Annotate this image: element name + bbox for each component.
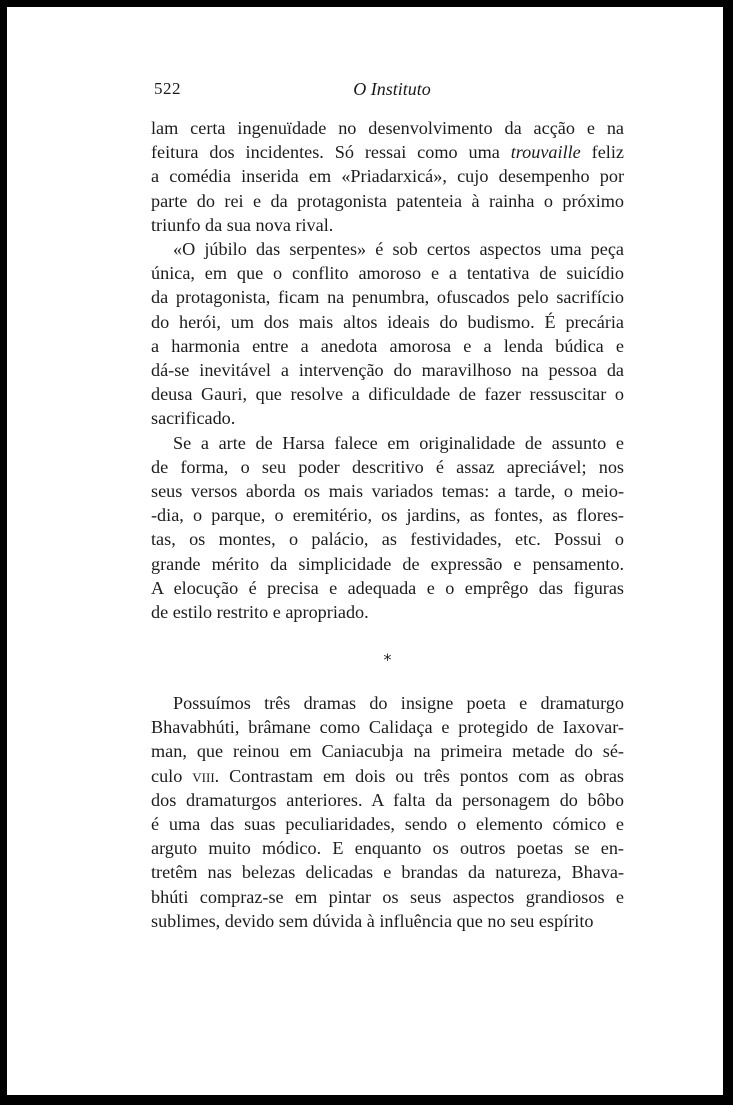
text-line: A elocução é precisa e adequada e o emprêgo das figuras	[151, 577, 624, 598]
text-line: lam certa ingenuïdade no desenvolvimento da acção e na	[151, 118, 624, 138]
text-line: de estilo restrito e apropriado.	[151, 602, 369, 623]
text-line: dá-se inevitável a intervenção do maravilhoso na pessoa da	[151, 360, 624, 381]
text-line: parte do rei e da protagonista patenteia à rainha o próximo	[151, 190, 624, 211]
text-line: a harmonia entre a anedota amorosa e a lenda búdica e	[151, 335, 624, 356]
paragraph	[151, 691, 624, 933]
text-line: do herói, um dos mais altos ideais do budismo. É precária	[151, 311, 624, 332]
text-line: sublimes, devido sem dúvida à influência que no seu espírito	[151, 910, 594, 931]
text-line: única, em que o conflito amoroso e a tentativa de suicídio	[151, 263, 624, 284]
text-line: grande mérito da simplicidade de expressão e pensamento.	[151, 553, 624, 574]
running-title: O Instituto	[353, 79, 431, 99]
text-line: Bhavabhúti, brâmane como Calidaça e protegido de Iaxovar-	[151, 717, 624, 738]
text-line: -dia, o parque, o eremitério, os jardins, as fontes, as flores-	[151, 505, 624, 526]
text-line: culo viii. Contrastam em dois ou três pontos com as obras	[151, 765, 624, 786]
text-line: triunfo da sua nova rival.	[151, 214, 334, 235]
text-line: dos dramaturgos anteriores. A falta da personagem do bôbo	[151, 789, 624, 810]
text-line: Possuímos três dramas do insigne poeta e dramaturgo	[173, 693, 624, 713]
text-line: tas, os montes, o palácio, as festividades, etc. Possui o	[151, 529, 624, 550]
paragraph	[151, 431, 624, 625]
text-line: arguto muito módico. E enquanto os outros poetas se en-	[151, 838, 624, 859]
text-line: «O júbilo das serpentes» é sob certos aspectos uma peça	[173, 239, 624, 260]
text-line: a comédia inserida em «Priadarxicá», cujo desempenho por	[151, 166, 624, 187]
text-line: deusa Gauri, que resolve a dificuldade de fazer ressuscitar o	[151, 384, 624, 405]
page-header	[154, 79, 630, 103]
section-separator: *	[383, 650, 392, 669]
text-line: feitura dos incidentes. Só ressai como uma trouvaille feliz	[151, 142, 624, 163]
paragraph	[151, 116, 624, 237]
text-line: é uma das suas peculiaridades, sendo o elemento cómico e	[151, 814, 624, 835]
body-text-block-2	[151, 691, 624, 933]
page-number: 522	[154, 79, 181, 98]
body-text-block-1	[151, 116, 624, 624]
text-line: sacrificado.	[151, 408, 236, 429]
paragraph	[151, 237, 624, 431]
text-line: da protagonista, ficam na penumbra, ofuscados pelo sacrifício	[151, 287, 624, 308]
text-line: bhúti compraz-se em pintar os seus aspectos grandiosos e	[151, 886, 624, 907]
text-line: tretêm nas belezas delicadas e brandas da natureza, Bhava-	[151, 862, 624, 883]
text-line: Se a arte de Harsa falece em originalidade de assunto e	[173, 432, 624, 453]
text-line: de forma, o seu poder descritivo é assaz apreciável; nos	[151, 456, 624, 477]
text-line: man, que reinou em Caniacubja na primeira metade do sé-	[151, 741, 624, 762]
text-line: seus versos aborda os mais variados temas: a tarde, o meio-	[151, 481, 624, 502]
